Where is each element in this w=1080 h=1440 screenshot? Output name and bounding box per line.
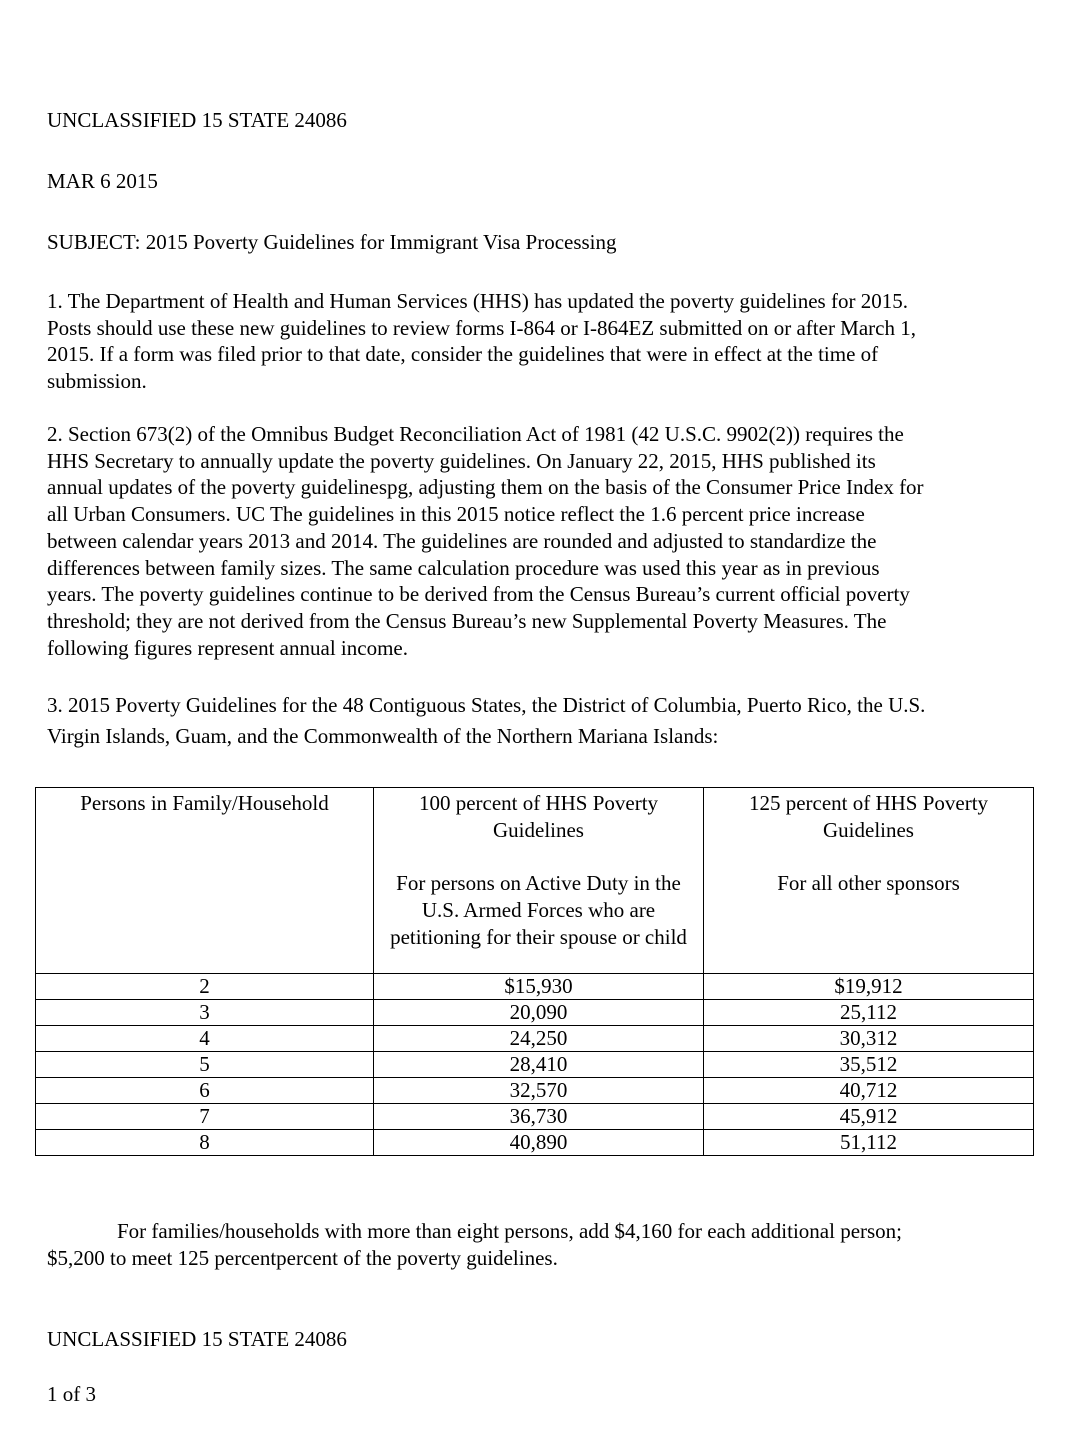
header-persons-label: Persons in Family/Household xyxy=(80,791,329,815)
cell-125-percent: 25,112 xyxy=(704,1000,1034,1026)
paragraph-2-line: years. The poverty guidelines continue to be derived from the Census Bureau’s current official poverty xyxy=(47,582,910,607)
cell-persons: 3 xyxy=(36,1000,374,1026)
table-row xyxy=(36,1026,1034,1052)
table-header-row xyxy=(36,788,1034,974)
cell-100-percent: $15,930 xyxy=(374,974,704,1000)
classification-footer: UNCLASSIFIED 15 STATE 24086 xyxy=(47,1327,347,1351)
header-100-percent xyxy=(374,788,704,974)
header-100-percent-label: 100 percent of HHS Poverty Guidelines xyxy=(418,791,659,842)
cell-125-percent: $19,912 xyxy=(704,974,1034,1000)
table-row xyxy=(36,974,1034,1000)
classification-header: UNCLASSIFIED 15 STATE 24086 xyxy=(47,108,347,132)
cell-100-percent: 20,090 xyxy=(374,1000,704,1026)
cell-persons: 2 xyxy=(36,974,374,1000)
paragraph-2-line: between calendar years 2013 and 2014. The guidelines are rounded and adjusted to standardize the xyxy=(47,528,877,553)
paragraph-1-line: submission. xyxy=(47,369,147,394)
header-persons xyxy=(36,788,374,974)
cell-125-percent: 51,112 xyxy=(704,1130,1034,1156)
paragraph-2-line: differences between family sizes. The same calculation procedure was used this year as in previous xyxy=(47,555,880,580)
paragraph-2-line: HHS Secretary to annually update the poverty guidelines. On January 22, 2015, HHS published its xyxy=(47,448,876,473)
paragraph-1 xyxy=(47,288,1037,395)
note-line: For families/households with more than eight persons, add $4,160 for each additional person; xyxy=(117,1219,903,1243)
table-row xyxy=(36,1000,1034,1026)
paragraph-3 xyxy=(47,690,1037,752)
paragraph-3-line: Virgin Islands, Guam, and the Commonwealth of the Northern Mariana Islands: xyxy=(47,724,719,748)
header-100-percent-subtext: For persons on Active Duty in the U.S. Armed Forces who are petitioning for their spouse or child xyxy=(390,871,687,949)
paragraph-2-line: annual updates of the poverty guidelinespg, adjusting them on the basis of the Consumer Price Index for xyxy=(47,475,924,500)
cell-persons: 6 xyxy=(36,1078,374,1104)
header-125-percent xyxy=(704,788,1034,974)
additional-person-note xyxy=(47,1218,1037,1271)
cell-persons: 7 xyxy=(36,1104,374,1130)
cell-persons: 4 xyxy=(36,1026,374,1052)
cell-100-percent: 40,890 xyxy=(374,1130,704,1156)
paragraph-1-line: Posts should use these new guidelines to review forms I-864 or I-864EZ submitted on or after March 1, xyxy=(47,315,916,340)
cell-125-percent: 30,312 xyxy=(704,1026,1034,1052)
paragraph-1-line: 1. The Department of Health and Human Services (HHS) has updated the poverty guidelines for 2015. xyxy=(47,289,908,313)
cell-125-percent: 35,512 xyxy=(704,1052,1034,1078)
cell-125-percent: 40,712 xyxy=(704,1078,1034,1104)
cell-100-percent: 32,570 xyxy=(374,1078,704,1104)
subject-line: SUBJECT: 2015 Poverty Guidelines for Immigrant Visa Processing xyxy=(47,230,617,254)
page-number: 1 of 3 xyxy=(47,1382,96,1406)
cell-100-percent: 36,730 xyxy=(374,1104,704,1130)
cell-100-percent: 24,250 xyxy=(374,1026,704,1052)
table-row xyxy=(36,1104,1034,1130)
cell-100-percent: 28,410 xyxy=(374,1052,704,1078)
table-row xyxy=(36,1130,1034,1156)
paragraph-2-line: 2. Section 673(2) of the Omnibus Budget Reconciliation Act of 1981 (42 U.S.C. 9902(2)) requires the xyxy=(47,422,904,446)
paragraph-2-line: threshold; they are not derived from the Census Bureau’s new Supplemental Poverty Measures. The xyxy=(47,608,887,633)
table-row xyxy=(36,1052,1034,1078)
note-line: $5,200 to meet 125 percentpercent of the poverty guidelines. xyxy=(47,1245,558,1270)
document-date: MAR 6 2015 xyxy=(47,169,158,193)
paragraph-1-line: 2015. If a form was filed prior to that date, consider the guidelines that were in effect at the time of xyxy=(47,342,879,367)
table-row xyxy=(36,1078,1034,1104)
poverty-guidelines-table xyxy=(35,787,1034,1156)
paragraph-3-line: 3. 2015 Poverty Guidelines for the 48 Contiguous States, the District of Columbia, Puerto Rico, the U.S. xyxy=(47,693,926,717)
paragraph-2-line: all Urban Consumers. UC The guidelines in this 2015 notice reflect the 1.6 percent price increase xyxy=(47,502,865,527)
cell-125-percent: 45,912 xyxy=(704,1104,1034,1130)
paragraph-2 xyxy=(47,421,1037,661)
cell-persons: 8 xyxy=(36,1130,374,1156)
paragraph-2-line: following figures represent annual income. xyxy=(47,635,408,660)
cell-persons: 5 xyxy=(36,1052,374,1078)
header-125-percent-label: 125 percent of HHS Poverty Guidelines xyxy=(748,791,989,842)
header-125-percent-subtext: For all other sponsors xyxy=(777,871,960,896)
